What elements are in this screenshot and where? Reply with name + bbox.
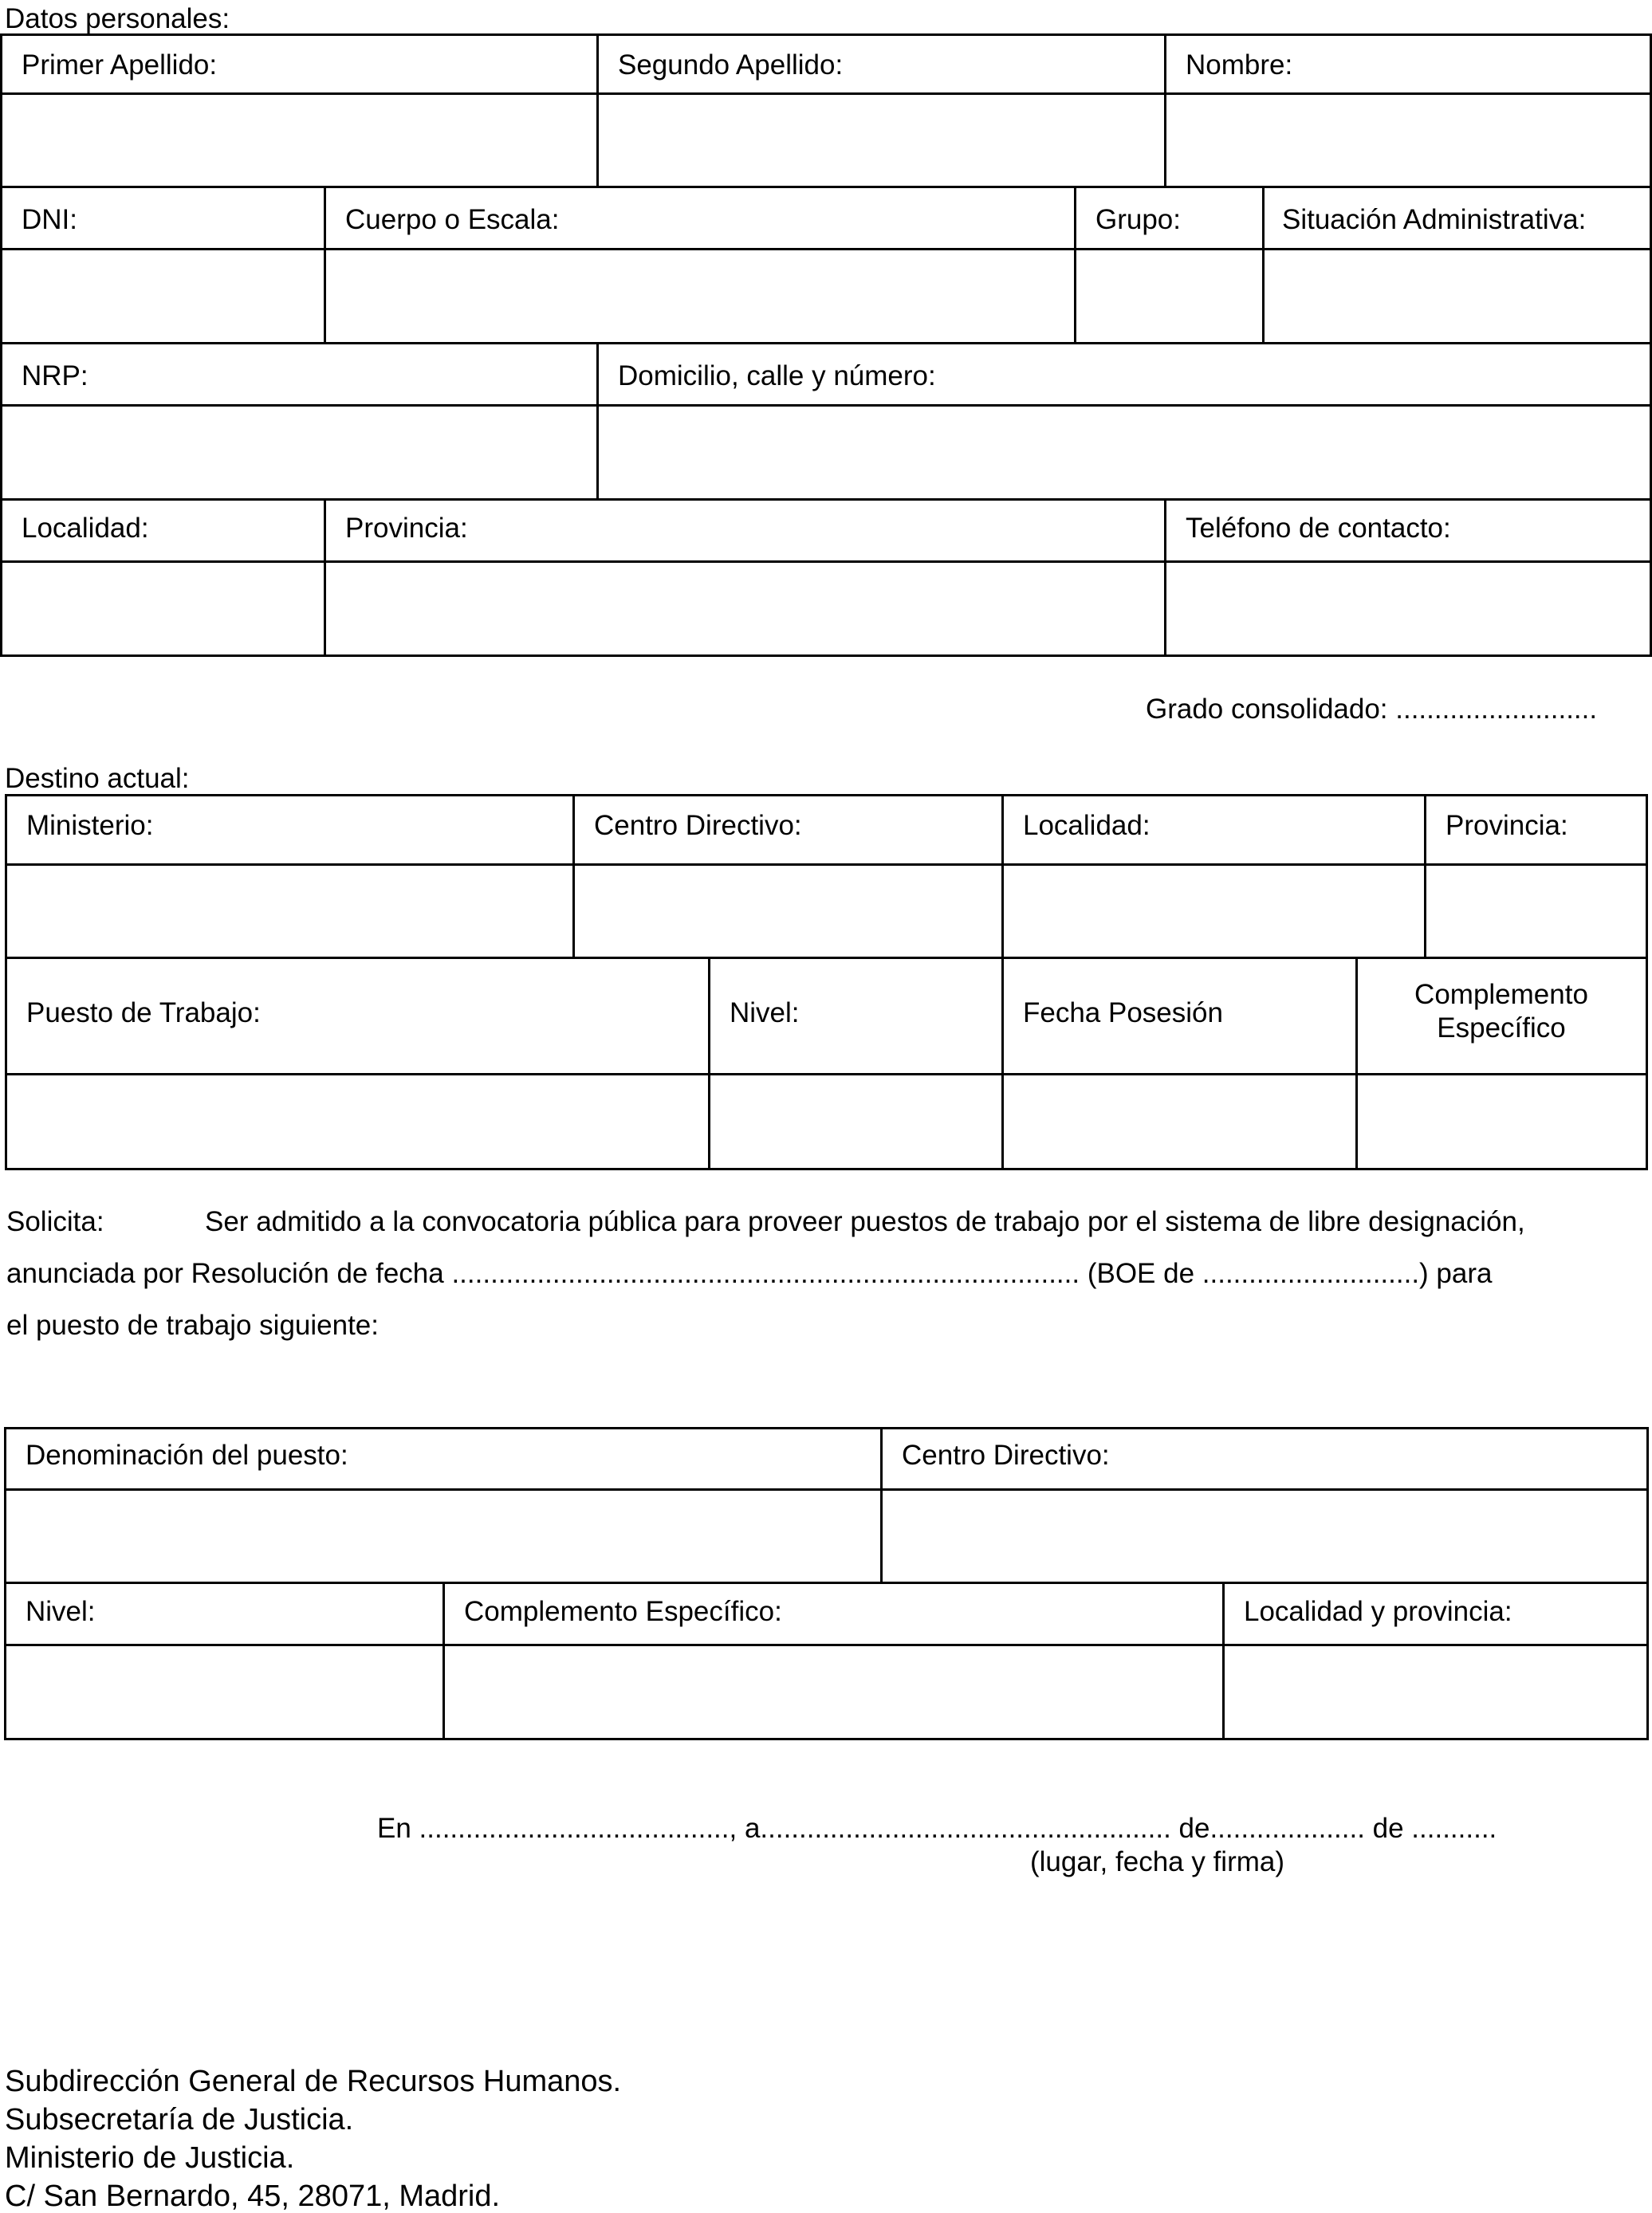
address-line-1: Subdirección General de Recursos Humanos. [5, 2065, 622, 2098]
solicita-label: Solicita: [6, 1206, 104, 1237]
label-localidad-provincia: Localidad y provincia: [1244, 1596, 1512, 1627]
label-dni: DNI: [22, 204, 77, 235]
address-line-4: C/ San Bernardo, 45, 28071, Madrid. [5, 2180, 501, 2213]
label-situacion-administrativa: Situación Administrativa: [1282, 204, 1587, 235]
label-provincia: Provincia: [345, 513, 468, 544]
label-nombre: Nombre: [1186, 49, 1293, 81]
label-solicitado-nivel: Nivel: [26, 1596, 96, 1627]
label-nrp: NRP: [22, 360, 88, 391]
label-cuerpo-escala: Cuerpo o Escala: [345, 204, 560, 235]
signature-line: En ........................................, a..................................................... de.................... de ........... [377, 1813, 1497, 1844]
label-primer-apellido: Primer Apellido: [22, 49, 218, 81]
label-destino-provincia: Provincia: [1446, 810, 1568, 841]
label-grupo: Grupo: [1095, 204, 1181, 235]
section-heading-personal: Datos personales: [5, 3, 230, 34]
personal-data-table [0, 33, 1652, 657]
address-line-2: Subsecretaría de Justicia. [5, 2103, 354, 2136]
section-heading-destino: Destino actual: [5, 763, 190, 794]
solicita-line-3: el puesto de trabajo siguiente: [6, 1310, 379, 1341]
label-centro-directivo: Centro Directivo: [594, 810, 802, 841]
label-telefono: Teléfono de contacto: [1186, 513, 1451, 544]
label-destino-localidad: Localidad: [1023, 810, 1150, 841]
signature-caption: (lugar, fecha y firma) [1030, 1846, 1284, 1877]
label-domicilio: Domicilio, calle y número: [618, 360, 936, 391]
label-denominacion-puesto: Denominación del puesto: [26, 1440, 348, 1471]
solicita-line-1: Ser admitido a la convocatoria pública para proveer puestos de trabajo por el sistema de libre designación, [205, 1206, 1525, 1237]
label-nivel: Nivel: [730, 997, 800, 1028]
label-puesto-trabajo: Puesto de Trabajo: [26, 997, 261, 1028]
label-localidad: Localidad: [22, 513, 149, 544]
label-fecha-posesion: Fecha Posesión [1023, 997, 1223, 1028]
grado-consolidado: Grado consolidado: .......................... [1146, 694, 1598, 725]
label-solicitado-centro-directivo: Centro Directivo: [902, 1440, 1110, 1471]
label-solicitado-complemento: Complemento Específico: [464, 1596, 782, 1627]
label-complemento-especifico: Complemento Específico [1414, 979, 1588, 1044]
solicita-line-2: anunciada por Resolución de fecha ................................................................................. (BOE de ............................) para [6, 1258, 1493, 1289]
address-line-3: Ministerio de Justicia. [5, 2141, 295, 2175]
label-segundo-apellido: Segundo Apellido: [618, 49, 844, 81]
label-ministerio: Ministerio: [26, 810, 154, 841]
